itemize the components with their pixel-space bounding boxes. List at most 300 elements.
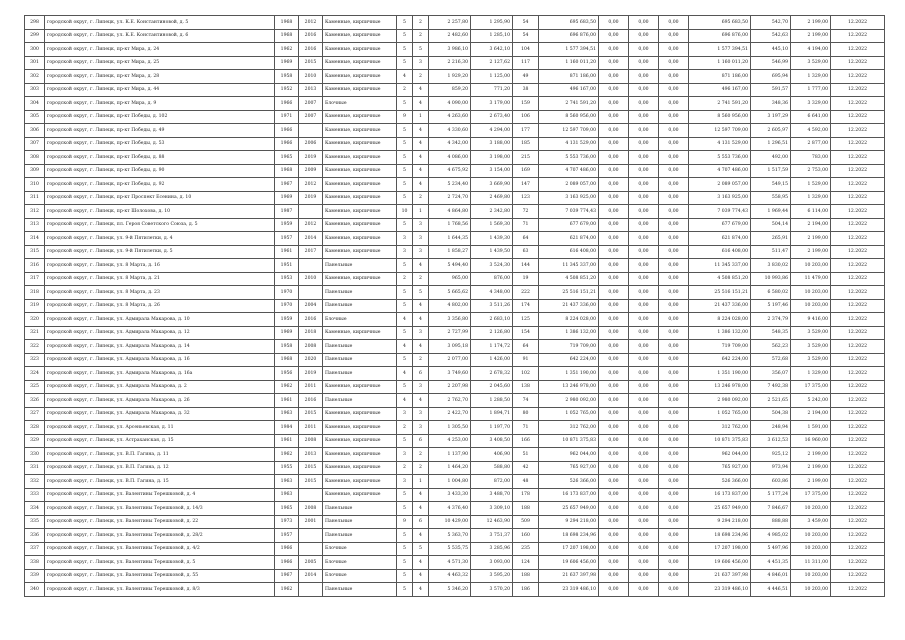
living-area-cell: 4 294,00	[471, 124, 513, 138]
max-unit-cost-cell: 6 114,00	[791, 205, 831, 219]
unit-cost-cell: 558,95	[751, 191, 791, 205]
year-built-cell: 1959	[275, 313, 299, 327]
address-cell: городской округ, г. Липецк, ул. Валентины Терешковой, д. 5	[45, 556, 275, 570]
cost-fund-c-cell: 0,00	[659, 232, 689, 246]
total-area-cell: 3 749,60	[429, 367, 471, 381]
total-area-cell: 2 762,70	[429, 394, 471, 408]
cost-owners-cell: 1 052 765,00	[689, 407, 751, 421]
unit-cost-cell: 542,70	[751, 16, 791, 30]
total-area-cell: 2 216,30	[429, 56, 471, 70]
residents-cell: 186	[513, 583, 539, 597]
cost-fund-a-cell: 0,00	[599, 97, 629, 111]
year-repaired-cell: 2010	[299, 272, 323, 286]
total-cost-cell: 21 637 397,98	[539, 569, 599, 583]
cost-owners-cell: 2 089 057,00	[689, 178, 751, 192]
year-built-cell: 1959	[275, 218, 299, 232]
year-repaired-cell: 2016	[299, 29, 323, 43]
year-repaired-cell: 2008	[299, 434, 323, 448]
cost-fund-a-cell: 0,00	[599, 502, 629, 516]
wall-material-cell: Блочные	[323, 313, 397, 327]
max-unit-cost-cell: 4 194,00	[791, 43, 831, 57]
entrances-cell: 3	[413, 245, 429, 259]
max-unit-cost-cell: 3 459,00	[791, 515, 831, 529]
total-cost-cell: 2 089 057,00	[539, 178, 599, 192]
residents-cell: 63	[513, 245, 539, 259]
table-row	[25, 191, 885, 205]
wall-material-cell: Панельные	[323, 299, 397, 313]
unit-cost-cell: 5 177,24	[751, 488, 791, 502]
year-repaired-cell: 2009	[299, 164, 323, 178]
max-unit-cost-cell: 2 199,00	[791, 29, 831, 43]
residents-cell: 54	[513, 16, 539, 30]
address-cell: городской округ, г. Липецк, ул. Адмирала Макарова, д. 2	[45, 380, 275, 394]
living-area-cell: 1 125,00	[471, 70, 513, 84]
cost-fund-b-cell: 0,00	[629, 151, 659, 165]
row-number-cell: 331	[25, 461, 45, 475]
total-area-cell: 5 665,62	[429, 286, 471, 300]
cost-fund-c-cell: 0,00	[659, 70, 689, 84]
total-area-cell: 10 429,00	[429, 515, 471, 529]
living-area-cell: 2 678,32	[471, 367, 513, 381]
wall-material-cell: Каменные, кирпичные	[323, 434, 397, 448]
living-area-cell: 1 288,50	[471, 394, 513, 408]
entrances-cell: 2	[413, 29, 429, 43]
address-cell: городской округ, г. Липецк, ул. Арсеньевская, д. 11	[45, 421, 275, 435]
living-area-cell: 872,00	[471, 475, 513, 489]
wall-material-cell: Каменные, кирпичные	[323, 448, 397, 462]
year-built-cell: 1968	[275, 16, 299, 30]
row-number-cell: 311	[25, 191, 45, 205]
max-unit-cost-cell: 10 203,00	[791, 259, 831, 273]
address-cell: городской округ, г. Липецк, ул. 8 Марта, д. 21	[45, 272, 275, 286]
row-number-cell: 300	[25, 43, 45, 57]
total-area-cell: 1 768,56	[429, 218, 471, 232]
living-area-cell: 3 488,70	[471, 488, 513, 502]
cost-fund-b-cell: 0,00	[629, 205, 659, 219]
entrances-cell: 5	[413, 542, 429, 556]
unit-cost-cell: 248,94	[751, 421, 791, 435]
total-cost-cell: 616 408,00	[539, 245, 599, 259]
max-unit-cost-cell: 1 591,00	[791, 421, 831, 435]
unit-cost-cell: 572,68	[751, 353, 791, 367]
deadline-cell: 12.2022	[831, 178, 885, 192]
unit-cost-cell: 4 446,51	[751, 583, 791, 597]
entrances-cell: 3	[413, 56, 429, 70]
unit-cost-cell: 348,36	[751, 97, 791, 111]
wall-material-cell: Панельные	[323, 340, 397, 354]
cost-owners-cell: 11 345 337,00	[689, 259, 751, 273]
total-area-cell: 5 346,20	[429, 583, 471, 597]
cost-fund-b-cell: 0,00	[629, 475, 659, 489]
max-unit-cost-cell: 11 479,00	[791, 272, 831, 286]
cost-fund-b-cell: 0,00	[629, 83, 659, 97]
address-cell: городской округ, г. Липецк, ул. В.П. Гагина, д. 11	[45, 448, 275, 462]
unit-cost-cell: 925,12	[751, 448, 791, 462]
cost-fund-a-cell: 0,00	[599, 299, 629, 313]
living-area-cell: 4 348,00	[471, 286, 513, 300]
total-cost-cell: 2 741 591,20	[539, 97, 599, 111]
floors-cell: 4	[397, 313, 413, 327]
address-cell: городской округ, г. Липецк, пр-кт Мира, д. 24	[45, 43, 275, 57]
row-number-cell: 335	[25, 515, 45, 529]
deadline-cell: 12.2022	[831, 286, 885, 300]
entrances-cell: 3	[413, 421, 429, 435]
cost-fund-b-cell: 0,00	[629, 124, 659, 138]
address-cell: городской округ, г. Липецк, ул. К.Е. Константиновой, д. 5	[45, 16, 275, 30]
entrances-cell: 4	[413, 151, 429, 165]
max-unit-cost-cell: 2 199,00	[791, 16, 831, 30]
entrances-cell: 4	[413, 137, 429, 151]
year-repaired-cell: 2012	[299, 178, 323, 192]
wall-material-cell: Каменные, кирпичные	[323, 245, 397, 259]
residents-cell: 159	[513, 97, 539, 111]
residents-cell: 188	[513, 569, 539, 583]
cost-fund-c-cell: 0,00	[659, 43, 689, 57]
unit-cost-cell: 1 296,51	[751, 137, 791, 151]
residents-cell: 125	[513, 313, 539, 327]
cost-fund-a-cell: 0,00	[599, 461, 629, 475]
cost-fund-a-cell: 0,00	[599, 367, 629, 381]
year-built-cell: 1966	[275, 542, 299, 556]
total-cost-cell: 526 366,00	[539, 475, 599, 489]
unit-cost-cell: 591,57	[751, 83, 791, 97]
living-area-cell: 2 045,60	[471, 380, 513, 394]
living-area-cell: 3 524,30	[471, 259, 513, 273]
address-cell: городской округ, г. Липецк, ул. Валентины Терешковой, д. 22	[45, 515, 275, 529]
deadline-cell: 12.2022	[831, 124, 885, 138]
total-cost-cell: 16 173 837,00	[539, 488, 599, 502]
cost-fund-b-cell: 0,00	[629, 178, 659, 192]
wall-material-cell: Каменные, кирпичные	[323, 421, 397, 435]
row-number-cell: 306	[25, 124, 45, 138]
table-row	[25, 529, 885, 543]
year-repaired-cell: 2016	[299, 43, 323, 57]
row-number-cell: 333	[25, 488, 45, 502]
residents-cell: 106	[513, 110, 539, 124]
table-row	[25, 16, 885, 30]
residents-cell: 48	[513, 475, 539, 489]
cost-fund-c-cell: 0,00	[659, 299, 689, 313]
year-repaired-cell: 2007	[299, 97, 323, 111]
total-cost-cell: 312 762,00	[539, 421, 599, 435]
floors-cell: 2	[397, 83, 413, 97]
row-number-cell: 321	[25, 326, 45, 340]
year-repaired-cell	[299, 583, 323, 597]
table-row	[25, 110, 885, 124]
living-area-cell: 1 894,71	[471, 407, 513, 421]
floors-cell: 5	[397, 178, 413, 192]
row-number-cell: 339	[25, 569, 45, 583]
total-cost-cell: 1 052 765,00	[539, 407, 599, 421]
table-row	[25, 475, 885, 489]
wall-material-cell: Панельные	[323, 367, 397, 381]
table-row	[25, 137, 885, 151]
cost-fund-c-cell: 0,00	[659, 205, 689, 219]
cost-fund-b-cell: 0,00	[629, 326, 659, 340]
cost-fund-b-cell: 0,00	[629, 542, 659, 556]
year-built-cell: 1962	[275, 43, 299, 57]
cost-fund-c-cell: 0,00	[659, 407, 689, 421]
living-area-cell: 406,90	[471, 448, 513, 462]
year-repaired-cell: 2014	[299, 232, 323, 246]
total-cost-cell: 765 927,00	[539, 461, 599, 475]
cost-owners-cell: 696 876,00	[689, 29, 751, 43]
wall-material-cell: Панельные	[323, 353, 397, 367]
wall-material-cell: Каменные, кирпичные	[323, 475, 397, 489]
cost-owners-cell: 496 167,00	[689, 83, 751, 97]
table-row	[25, 245, 885, 259]
year-built-cell: 1961	[275, 245, 299, 259]
total-cost-cell: 7 039 774,43	[539, 205, 599, 219]
deadline-cell: 12.2022	[831, 151, 885, 165]
deadline-cell: 12.2022	[831, 542, 885, 556]
cost-owners-cell: 21 637 397,98	[689, 569, 751, 583]
table-row	[25, 218, 885, 232]
floors-cell: 5	[397, 434, 413, 448]
address-cell: городской округ, г. Липецк, ул. Адмирала Макарова, д. 12	[45, 326, 275, 340]
year-built-cell: 1958	[275, 340, 299, 354]
living-area-cell: 3 093,00	[471, 556, 513, 570]
floors-cell: 5	[397, 16, 413, 30]
floors-cell: 5	[397, 137, 413, 151]
residents-cell: 215	[513, 151, 539, 165]
max-unit-cost-cell: 10 203,00	[791, 583, 831, 597]
row-number-cell: 320	[25, 313, 45, 327]
table-row	[25, 488, 885, 502]
total-area-cell: 2 482,60	[429, 29, 471, 43]
max-unit-cost-cell: 1 329,00	[791, 70, 831, 84]
cost-fund-a-cell: 0,00	[599, 529, 629, 543]
year-built-cell: 1971	[275, 110, 299, 124]
row-number-cell: 334	[25, 502, 45, 516]
table-row	[25, 259, 885, 273]
year-repaired-cell: 2018	[299, 326, 323, 340]
row-number-cell: 310	[25, 178, 45, 192]
total-area-cell: 1 929,20	[429, 70, 471, 84]
year-built-cell: 1961	[275, 434, 299, 448]
total-cost-cell: 677 679,00	[539, 218, 599, 232]
floors-cell: 3	[397, 475, 413, 489]
floors-cell: 3	[397, 245, 413, 259]
unit-cost-cell: 6 580,02	[751, 286, 791, 300]
deadline-cell: 12.2022	[831, 434, 885, 448]
unit-cost-cell: 3 197,29	[751, 110, 791, 124]
year-built-cell: 1965	[275, 502, 299, 516]
year-built-cell: 1968	[275, 353, 299, 367]
entrances-cell: 5	[413, 43, 429, 57]
max-unit-cost-cell: 16 960,00	[791, 434, 831, 448]
table-row	[25, 569, 885, 583]
year-repaired-cell: 2015	[299, 475, 323, 489]
cost-fund-c-cell: 0,00	[659, 502, 689, 516]
floors-cell: 5	[397, 502, 413, 516]
living-area-cell: 1 426,00	[471, 353, 513, 367]
residents-cell: 102	[513, 367, 539, 381]
cost-fund-a-cell: 0,00	[599, 475, 629, 489]
floors-cell: 9	[397, 515, 413, 529]
max-unit-cost-cell: 3 329,00	[791, 97, 831, 111]
year-repaired-cell	[299, 205, 323, 219]
cost-fund-b-cell: 0,00	[629, 218, 659, 232]
total-cost-cell: 4 508 851,20	[539, 272, 599, 286]
cost-fund-a-cell: 0,00	[599, 556, 629, 570]
cost-fund-a-cell: 0,00	[599, 83, 629, 97]
row-number-cell: 329	[25, 434, 45, 448]
cost-fund-c-cell: 0,00	[659, 151, 689, 165]
table-body	[25, 16, 885, 597]
total-area-cell: 4 253,00	[429, 434, 471, 448]
row-number-cell: 312	[25, 205, 45, 219]
unit-cost-cell: 504,14	[751, 218, 791, 232]
cost-fund-c-cell: 0,00	[659, 124, 689, 138]
year-repaired-cell	[299, 542, 323, 556]
cost-fund-c-cell: 0,00	[659, 340, 689, 354]
entrances-cell: 4	[413, 394, 429, 408]
cost-fund-a-cell: 0,00	[599, 191, 629, 205]
living-area-cell: 2 127,62	[471, 56, 513, 70]
row-number-cell: 336	[25, 529, 45, 543]
entrances-cell: 4	[413, 313, 429, 327]
living-area-cell: 2 342,80	[471, 205, 513, 219]
cost-fund-b-cell: 0,00	[629, 583, 659, 597]
living-area-cell: 1 295,90	[471, 16, 513, 30]
wall-material-cell: Блочные	[323, 542, 397, 556]
year-repaired-cell: 2006	[299, 137, 323, 151]
total-area-cell: 965,00	[429, 272, 471, 286]
address-cell: городской округ, г. Липецк, ул. Адмирала Макарова, д. 16	[45, 353, 275, 367]
cost-owners-cell: 8 560 956,00	[689, 110, 751, 124]
total-area-cell: 2 207,98	[429, 380, 471, 394]
year-repaired-cell: 2013	[299, 83, 323, 97]
max-unit-cost-cell: 3 529,00	[791, 326, 831, 340]
cost-fund-a-cell: 0,00	[599, 29, 629, 43]
wall-material-cell: Каменные, кирпичные	[323, 407, 397, 421]
cost-fund-a-cell: 0,00	[599, 394, 629, 408]
entrances-cell: 2	[413, 448, 429, 462]
max-unit-cost-cell: 4 592,00	[791, 124, 831, 138]
unit-cost-cell: 542,63	[751, 29, 791, 43]
cost-fund-c-cell: 0,00	[659, 569, 689, 583]
address-cell: городской округ, г. Липецк, ул. Адмирала Макарова, д. 14	[45, 340, 275, 354]
address-cell: городской округ, г. Липецк, ул. Валентины Терешковой, д. 28/2	[45, 529, 275, 543]
total-area-cell: 4 571,30	[429, 556, 471, 570]
year-repaired-cell: 2014	[299, 569, 323, 583]
year-repaired-cell: 2019	[299, 191, 323, 205]
address-cell: городской округ, г. Липецк, пр-кт Победы, д. 92	[45, 178, 275, 192]
wall-material-cell: Панельные	[323, 583, 397, 597]
cost-fund-b-cell: 0,00	[629, 353, 659, 367]
year-built-cell: 1984	[275, 421, 299, 435]
year-repaired-cell: 2019	[299, 151, 323, 165]
residents-cell: 147	[513, 178, 539, 192]
table-row	[25, 556, 885, 570]
entrances-cell: 4	[413, 488, 429, 502]
unit-cost-cell: 603,86	[751, 475, 791, 489]
address-cell: городской округ, г. Липецк, пр-кт Шолохова, д. 10	[45, 205, 275, 219]
year-built-cell: 1961	[275, 394, 299, 408]
cost-fund-c-cell: 0,00	[659, 137, 689, 151]
row-number-cell: 330	[25, 448, 45, 462]
floors-cell: 5	[397, 164, 413, 178]
floors-cell: 4	[397, 70, 413, 84]
cost-fund-a-cell: 0,00	[599, 110, 629, 124]
residents-cell: 51	[513, 448, 539, 462]
address-cell: городской округ, г. Липецк, ул. Валентины Терешковой, д. 4/2	[45, 542, 275, 556]
deadline-cell: 12.2022	[831, 299, 885, 313]
year-repaired-cell: 2005	[299, 556, 323, 570]
year-built-cell: 1962	[275, 448, 299, 462]
year-repaired-cell: 2015	[299, 461, 323, 475]
total-cost-cell: 21 437 336,00	[539, 299, 599, 313]
cost-fund-b-cell: 0,00	[629, 29, 659, 43]
cost-fund-a-cell: 0,00	[599, 407, 629, 421]
floors-cell: 3	[397, 232, 413, 246]
row-number-cell: 313	[25, 218, 45, 232]
max-unit-cost-cell: 783,00	[791, 151, 831, 165]
residents-cell: 71	[513, 421, 539, 435]
table-row	[25, 43, 885, 57]
unit-cost-cell: 504,38	[751, 407, 791, 421]
table-row	[25, 286, 885, 300]
cost-owners-cell: 4 707 486,00	[689, 164, 751, 178]
cost-owners-cell: 4 131 529,00	[689, 137, 751, 151]
deadline-cell: 12.2022	[831, 43, 885, 57]
cost-fund-c-cell: 0,00	[659, 16, 689, 30]
year-built-cell: 1955	[275, 461, 299, 475]
year-repaired-cell: 2020	[299, 353, 323, 367]
unit-cost-cell: 2 521,65	[751, 394, 791, 408]
floors-cell: 5	[397, 259, 413, 273]
entrances-cell: 2	[413, 353, 429, 367]
cost-owners-cell: 16 173 837,00	[689, 488, 751, 502]
table-row	[25, 502, 885, 516]
living-area-cell: 2 469,80	[471, 191, 513, 205]
year-built-cell: 1966	[275, 124, 299, 138]
total-cost-cell: 1 160 011,20	[539, 56, 599, 70]
floors-cell: 5	[397, 218, 413, 232]
year-repaired-cell: 2016	[299, 394, 323, 408]
total-area-cell: 1 004,80	[429, 475, 471, 489]
floors-cell: 5	[397, 43, 413, 57]
residents-cell: 117	[513, 56, 539, 70]
year-repaired-cell: 2016	[299, 313, 323, 327]
wall-material-cell: Каменные, кирпичные	[323, 137, 397, 151]
cost-fund-b-cell: 0,00	[629, 191, 659, 205]
living-area-cell: 12 463,90	[471, 515, 513, 529]
row-number-cell: 299	[25, 29, 45, 43]
living-area-cell: 3 570,20	[471, 583, 513, 597]
year-built-cell: 1967	[275, 178, 299, 192]
max-unit-cost-cell: 11 311,00	[791, 556, 831, 570]
living-area-cell: 1 285,10	[471, 29, 513, 43]
address-cell: городской округ, г. Липецк, пр-кт Проспект Есенина, д. 10	[45, 191, 275, 205]
total-area-cell: 2 727,99	[429, 326, 471, 340]
entrances-cell: 4	[413, 178, 429, 192]
total-area-cell: 2 077,00	[429, 353, 471, 367]
year-built-cell: 1970	[275, 286, 299, 300]
address-cell: городской округ, г. Липецк, пр-кт Победы, д. 88	[45, 151, 275, 165]
year-repaired-cell: 2011	[299, 421, 323, 435]
deadline-cell: 12.2022	[831, 475, 885, 489]
deadline-cell: 12.2022	[831, 394, 885, 408]
unit-cost-cell: 445,10	[751, 43, 791, 57]
cost-fund-b-cell: 0,00	[629, 70, 659, 84]
unit-cost-cell: 548,35	[751, 326, 791, 340]
wall-material-cell: Панельные	[323, 515, 397, 529]
cost-fund-a-cell: 0,00	[599, 542, 629, 556]
max-unit-cost-cell: 3 529,00	[791, 353, 831, 367]
residents-cell: 178	[513, 488, 539, 502]
